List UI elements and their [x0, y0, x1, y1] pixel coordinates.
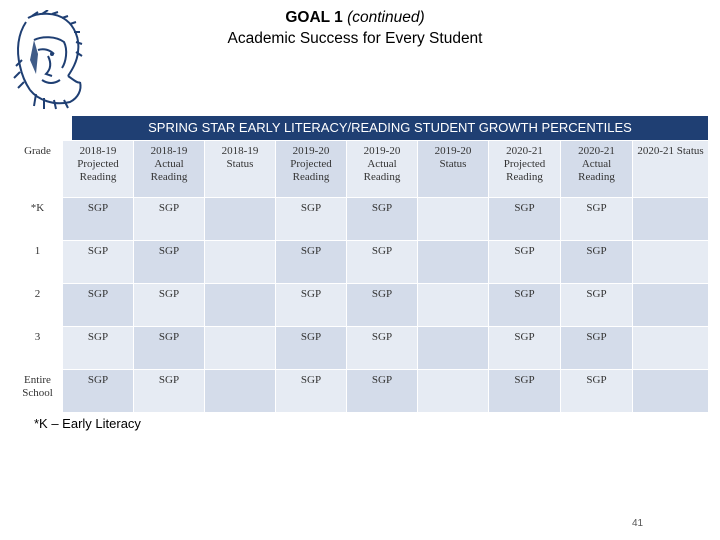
table-cell: SGP	[134, 327, 205, 370]
table-cell: SGP	[276, 370, 347, 413]
table-cell	[633, 241, 709, 284]
goal-label: GOAL 1	[285, 9, 343, 26]
table-cell	[205, 198, 276, 241]
table-cell: SGP	[347, 370, 418, 413]
table-cell: SGP	[489, 370, 561, 413]
table-cell: SGP	[561, 327, 633, 370]
page-header	[170, 8, 540, 49]
table-cell: SGP	[489, 198, 561, 241]
table-cell	[205, 241, 276, 284]
page-number: 41	[632, 518, 644, 529]
table-cell: SGP	[347, 241, 418, 284]
table-cell: SGP	[63, 241, 134, 284]
continued-label: (continued)	[347, 9, 425, 26]
growth-percentiles-table	[12, 116, 708, 413]
table-row	[13, 241, 709, 284]
table-cell: SGP	[63, 198, 134, 241]
column-header: 2019-20 Actual Reading	[347, 141, 418, 198]
table-cell	[205, 327, 276, 370]
table-cell: SGP	[489, 284, 561, 327]
table-cell	[205, 284, 276, 327]
grade-cell: 2	[13, 284, 63, 327]
grade-cell: 3	[13, 327, 63, 370]
table-cell	[418, 241, 489, 284]
table-cell	[633, 198, 709, 241]
table-cell: SGP	[134, 284, 205, 327]
table-cell: SGP	[347, 327, 418, 370]
column-header: 2020-21 Actual Reading	[561, 141, 633, 198]
table-cell: SGP	[63, 370, 134, 413]
column-header: 2019-20 Status	[418, 141, 489, 198]
table-cell: SGP	[63, 327, 134, 370]
footnote: *K – Early Literacy	[34, 416, 141, 431]
table-cell	[633, 370, 709, 413]
table-cell	[205, 370, 276, 413]
table-cell: SGP	[347, 284, 418, 327]
column-header: 2018-19 Status	[205, 141, 276, 198]
table-cell: SGP	[134, 241, 205, 284]
goal-title	[170, 8, 540, 28]
table-cell: SGP	[561, 241, 633, 284]
table-cell	[633, 284, 709, 327]
table-row	[13, 327, 709, 370]
column-header: 2018-19 Actual Reading	[134, 141, 205, 198]
table-cell: SGP	[347, 198, 418, 241]
table-cell: SGP	[561, 284, 633, 327]
column-header: 2020-21 Status	[633, 141, 709, 198]
grade-cell: Entire School	[13, 370, 63, 413]
table-cell: SGP	[276, 284, 347, 327]
table-cell: SGP	[561, 198, 633, 241]
table-cell: SGP	[276, 241, 347, 284]
table-cell: SGP	[63, 284, 134, 327]
table-row	[13, 284, 709, 327]
grade-cell: 1	[13, 241, 63, 284]
table-banner: SPRING STAR EARLY LITERACY/READING STUDENT GROWTH PERCENTILES	[72, 116, 708, 140]
table-row	[13, 370, 709, 413]
table-cell: SGP	[134, 198, 205, 241]
table-cell	[633, 327, 709, 370]
table-cell: SGP	[489, 327, 561, 370]
table-cell: SGP	[561, 370, 633, 413]
table-cell: SGP	[134, 370, 205, 413]
table-cell	[418, 370, 489, 413]
goal-subtitle: Academic Success for Every Student	[227, 30, 483, 47]
table-cell	[418, 284, 489, 327]
spartan-helmet-logo	[8, 10, 100, 110]
column-header: 2018-19 Projected Reading	[63, 141, 134, 198]
column-header: Grade	[13, 141, 63, 198]
column-header: 2019-20 Projected Reading	[276, 141, 347, 198]
table-cell: SGP	[276, 327, 347, 370]
grade-cell: *K	[13, 198, 63, 241]
table-cell: SGP	[276, 198, 347, 241]
table-cell	[418, 327, 489, 370]
table-row	[13, 198, 709, 241]
column-header: 2020-21 Projected Reading	[489, 141, 561, 198]
table-cell	[418, 198, 489, 241]
percentiles-grid	[12, 140, 709, 413]
header-row	[13, 141, 709, 198]
table-cell: SGP	[489, 241, 561, 284]
